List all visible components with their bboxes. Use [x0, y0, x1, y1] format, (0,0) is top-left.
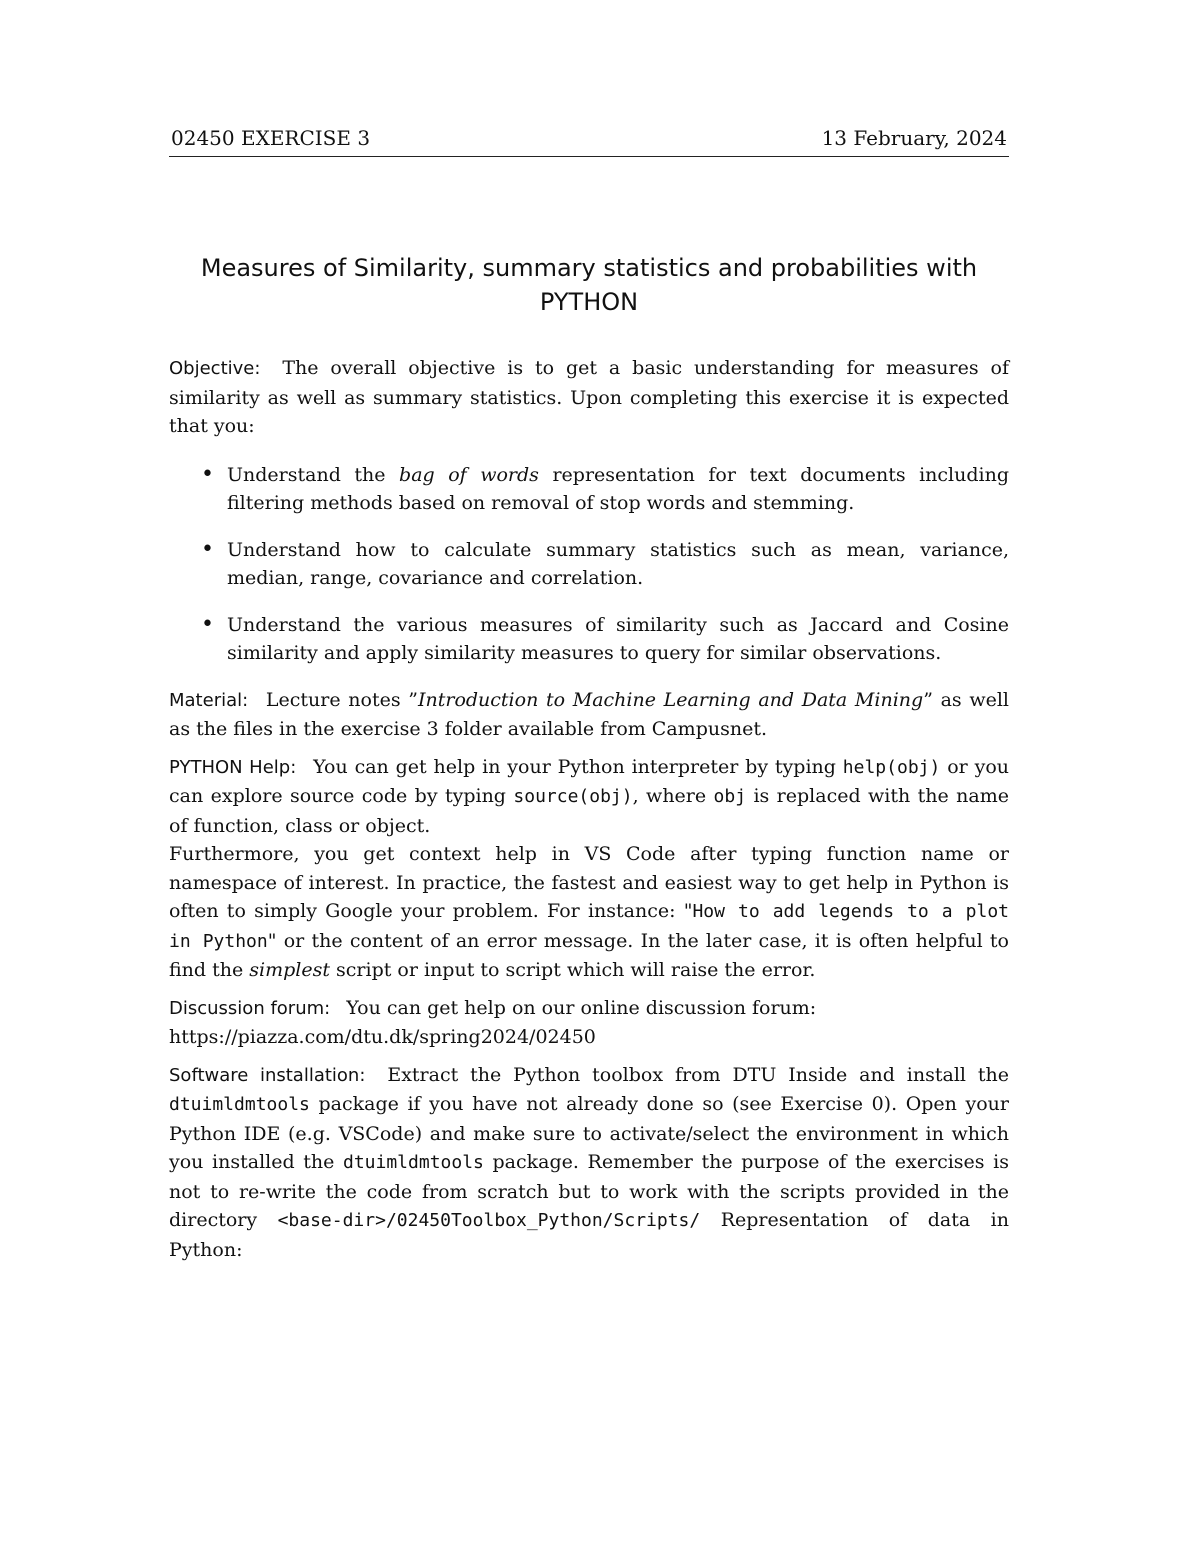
code-directory-path: <base-dir>/02450Toolbox_Python/Scripts/: [277, 1210, 701, 1231]
objective-label: Objective:: [169, 358, 261, 379]
forum-paragraph: [169, 994, 1009, 1052]
objective-paragraph: [169, 354, 1009, 441]
objective-list: [169, 461, 1009, 668]
header-date: 13 February, 2024: [821, 126, 1007, 150]
software-paragraph: [169, 1061, 1009, 1265]
python-help-text-f: " or the content of an error message. In the later case, it is often helpful to find the: [169, 929, 1009, 981]
document-title: [169, 251, 1009, 319]
list-item: [227, 461, 1009, 518]
python-help-paragraph: [169, 753, 1009, 841]
material-text-b: ” as well as the files in the exercise 3 folder available from Campusnet.: [169, 688, 1010, 740]
bullet-1-text-a: Understand the: [227, 463, 400, 486]
forum-label: Discussion forum:: [169, 997, 331, 1019]
software-text-c: package. Remember the purpose of the exercises is not to re-write the code from scratch but to work with the scripts provided in the directory: [169, 1151, 1009, 1231]
forum-url-link[interactable]: https://piazza.com/dtu.dk/spring2024/02450: [169, 1026, 596, 1048]
list-item: [227, 536, 1009, 593]
code-source-obj: source(obj): [513, 786, 633, 807]
python-help-text-d: is replaced with the name of function, class or object.: [169, 785, 1009, 837]
python-help-text-g: script or input to script which will raise the error.: [330, 959, 816, 981]
material-label: Material:: [169, 689, 249, 711]
software-text-a: Extract the Python toolbox from DTU Inside and install the: [387, 1063, 1010, 1086]
bullet-2-text: Understand how to calculate summary statistics such as mean, variance, median, range, covariance and correlation.: [227, 538, 1009, 589]
software-label: Software installation:: [169, 1064, 366, 1086]
code-help-obj: help(obj): [842, 756, 941, 778]
title-line-1: Measures of Similarity, summary statistics and probabilities with: [200, 254, 978, 282]
page-header: [169, 126, 1009, 157]
bullet-1-text-b: representation for text documents including filtering methods based on removal of stop words and stemming.: [227, 463, 1010, 514]
python-help-emphasis: simplest: [249, 959, 330, 981]
header-course: 02450 EXERCISE 3: [171, 126, 371, 150]
python-help-text-c: , where: [632, 785, 714, 807]
python-help-paragraph-2: [169, 840, 1009, 985]
material-text-a: Lecture notes ”: [265, 688, 418, 711]
python-help-text-b: or you can explore source code by typing: [169, 755, 1009, 807]
bullet-3-text: Understand the various measures of similarity such as Jaccard and Cosine similarity and apply similarity measures to query for similar observations.: [227, 613, 1009, 664]
code-package-name: dtuimldmtools: [169, 1094, 310, 1115]
bullet-1-emphasis: bag of words: [399, 463, 539, 486]
document-body: [169, 354, 1009, 1273]
software-text-d: Representation of data in Python:: [169, 1209, 1009, 1261]
list-item: [227, 611, 1009, 668]
python-help-text-e: Furthermore, you get context help in VS Code after typing function name or namespace of interest. In practice, the fastest and easiest way to get help in Python is often to simply Google your problem. For instance: ": [169, 843, 1009, 922]
code-obj: obj: [713, 786, 747, 807]
software-text-b: package if you have not already done so (see Exercise 0). Open your Python IDE (e.g. VSCode) and make sure to activate/select the environment in which you installed the: [169, 1093, 1009, 1173]
material-paragraph: [169, 686, 1009, 744]
python-help-text-a: You can get help in your Python interpreter by typing: [313, 755, 843, 778]
material-emphasis: Introduction to Machine Learning and Data Mining: [417, 688, 924, 711]
python-help-label: PYTHON Help:: [169, 756, 297, 778]
objective-text: The overall objective is to get a basic understanding for measures of similarity as well as summary statistics. Upon completing this exercise it is expected that you:: [169, 357, 1009, 437]
forum-text: You can get help on our online discussion forum:: [346, 996, 817, 1019]
title-line-2: PYTHON: [539, 288, 639, 316]
code-search-example: How to add legends to a plot in Python: [169, 901, 1009, 952]
code-package-name-2: dtuimldmtools: [343, 1152, 484, 1173]
